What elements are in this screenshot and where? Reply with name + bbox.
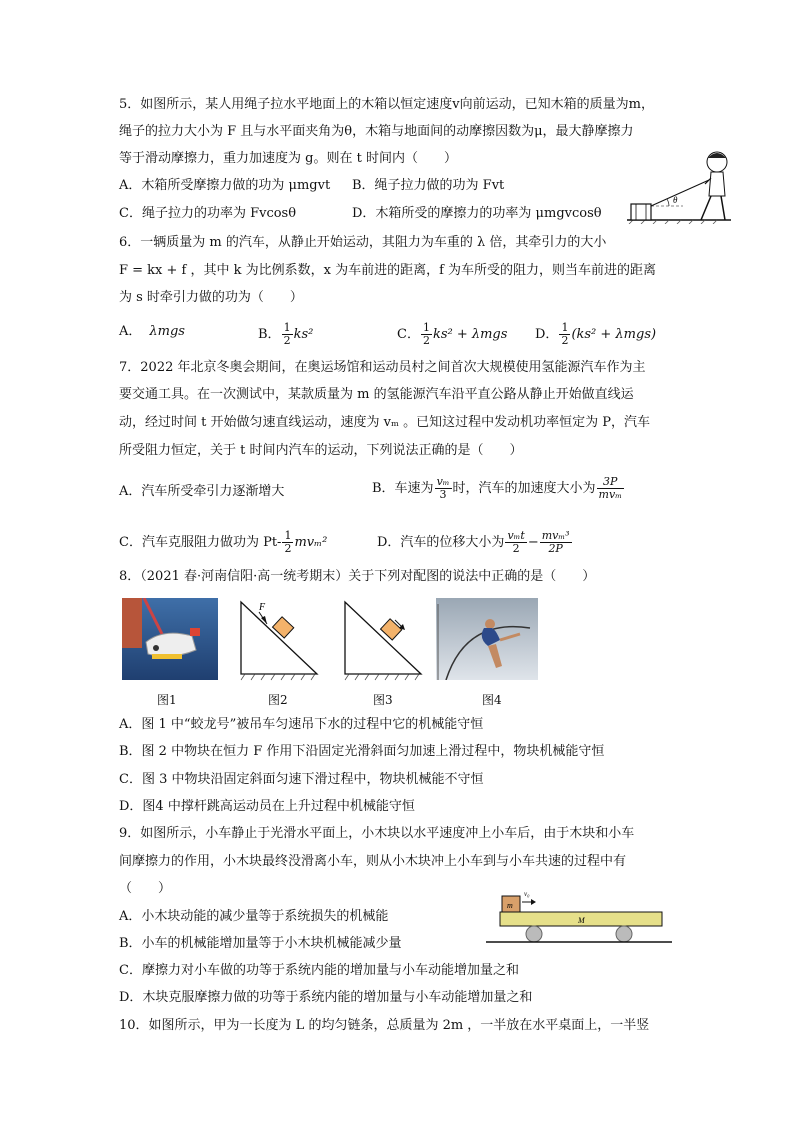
- q6-option-c: C． $\frac{1}{2}$ ks² + λmgs: [397, 321, 508, 347]
- q5-stem-line3: 等于滑动摩擦力，重力加速度为 g。则在 t 时间内（ ）: [119, 151, 457, 166]
- q7-stem-line3: 动，经过时间 t 开始做匀速直线运动，速度为 vₘ 。已知这过程中发动机功率恒定为 P，汽车: [119, 415, 650, 430]
- q8-fig2-force-label: F: [259, 602, 266, 613]
- q8-fig2-incline: [237, 598, 321, 682]
- q7-option-d: D．汽车的位移大小为 $\frac{\text{vₘt}}{2}$ − $\frac{\text{mvₘ³}}{2P}$: [377, 529, 570, 555]
- q8-option-b: B．图 2 中物块在恒力 F 作用下沿固定光滑斜面匀加速上滑过程中，物块机械能守恒: [119, 744, 605, 759]
- q5-stem-line2: 绳子的拉力大小为 F 且与水平面夹角为θ，木箱与地面间的动摩擦因数为μ，最大静摩擦力: [119, 124, 634, 139]
- q8-option-a: A．图 1 中“蛟龙号”被吊车匀速吊下水的过程中它的机械能守恒: [119, 717, 484, 732]
- q9-option-a: A．小木块动能的减少量等于系统损失的机械能: [119, 909, 389, 924]
- q8-fig2-caption: 图2: [268, 693, 288, 707]
- q6-stem-line3: 为 s 时牵引力做的功为（ ）: [119, 290, 303, 305]
- q8-fig4-caption: 图4: [482, 693, 502, 707]
- q9-velocity-label: v₀: [524, 890, 530, 898]
- q9-option-d: D．木块克服摩擦力做的功等于系统内能的增加量与小车动能增加量之和: [119, 990, 533, 1005]
- q9-cart-label: M: [578, 916, 585, 925]
- q7-stem-line1: 7．2022 年北京冬奥会期间，在奥运场馆和运动员村之间首次大规模使用氢能源汽车作为主: [119, 360, 646, 375]
- q6-option-a: A． λmgs: [119, 324, 185, 339]
- q6-option-b: B． $\frac{1}{2}$ ks²: [258, 321, 314, 347]
- q5-stem-line1: 5．如图所示，某人用绳子拉水平地面上的木箱以恒定速度v向前运动，已知木箱的质量为m，: [119, 97, 654, 112]
- q5-figure: [625, 140, 733, 224]
- q8-option-c: C．图 3 中物块沿固定斜面匀速下滑过程中，物块机械能不守恒: [119, 772, 484, 787]
- q6-stem-line1: 6．一辆质量为 m 的汽车，从静止开始运动，其阻力为车重的 λ 倍，其牵引力的大小: [119, 235, 607, 250]
- q8-stem-line1: 8．（2021 春·河南信阳·高一统考期末）关于下列对配图的说法中正确的是（ ）: [119, 569, 596, 584]
- q8-fig4-photo: [436, 598, 538, 680]
- q8-fig3-caption: 图3: [373, 693, 393, 707]
- q7-stem-line4: 所受阻力恒定，关于 t 时间内汽车的运动，下列说法正确的是（ ）: [119, 443, 523, 458]
- q8-fig1-caption: 图1: [157, 693, 177, 707]
- q9-stem-line2: 间摩擦力的作用，小木块最终没滑离小车，则从小木块冲上小车到与小车共速的过程中有: [119, 854, 627, 869]
- q6-stem-line2: F = kx + f ，其中 k 为比例系数，x 为车前进的距离，f 为车所受的阻力，则当车前进的距离: [119, 263, 657, 278]
- q7-option-a: A．汽车所受牵引力逐渐增大: [119, 484, 285, 499]
- q9-option-b: B．小车的机械能增加量等于小木块机械能减少量: [119, 936, 402, 951]
- q7-option-b: B．车速为 $\frac{\text{vₘ}}{3}$ 时，汽车的加速度大小为 $\frac{3P}{\text{mvₘ}}$: [372, 475, 622, 501]
- q9-option-c: C．摩擦力对小车做的功等于系统内能的增加量与小车动能增加量之和: [119, 963, 519, 978]
- q10-stem-line1: 10．如图所示，甲为一长度为 L 的均匀链条，总质量为 2m ，一半放在水平桌面上，一半竖: [119, 1018, 650, 1033]
- q7-stem-line2: 要交通工具。在一次测试中，某款质量为 m 的氢能源汽车沿平直公路从静止开始做直线运: [119, 387, 634, 402]
- q5-option-c: C．绳子拉力的功率为 Fvcosθ: [119, 206, 297, 221]
- q8-option-d: D．图4 中撑杆跳高运动员在上升过程中机械能守恒: [119, 799, 415, 814]
- q6-option-d: D． $\frac{1}{2}$ (ks² + λmgs): [535, 321, 657, 347]
- q7-option-c: C．汽车克服阻力做功为 Pt- $\frac{1}{2}$ mvₘ²: [119, 529, 328, 555]
- q5-option-b: B．绳子拉力做的功为 Fvt: [352, 178, 505, 193]
- q8-fig3-incline: [341, 598, 425, 682]
- q5-option-d: D．木箱所受的摩擦力的功率为 μmgvcosθ: [352, 206, 602, 221]
- q9-stem-line3: （ ）: [119, 881, 172, 896]
- q8-fig1-photo: [122, 598, 218, 680]
- q9-block-label: m: [507, 901, 513, 910]
- q5-theta-label: θ: [673, 195, 678, 205]
- q5-option-a: A．木箱所受摩擦力做的功为 μmgvt: [119, 178, 331, 193]
- q9-figure: [486, 884, 672, 952]
- q9-stem-line1: 9．如图所示，小车静止于光滑水平面上，小木块以水平速度冲上小车后，由于木块和小车: [119, 826, 635, 841]
